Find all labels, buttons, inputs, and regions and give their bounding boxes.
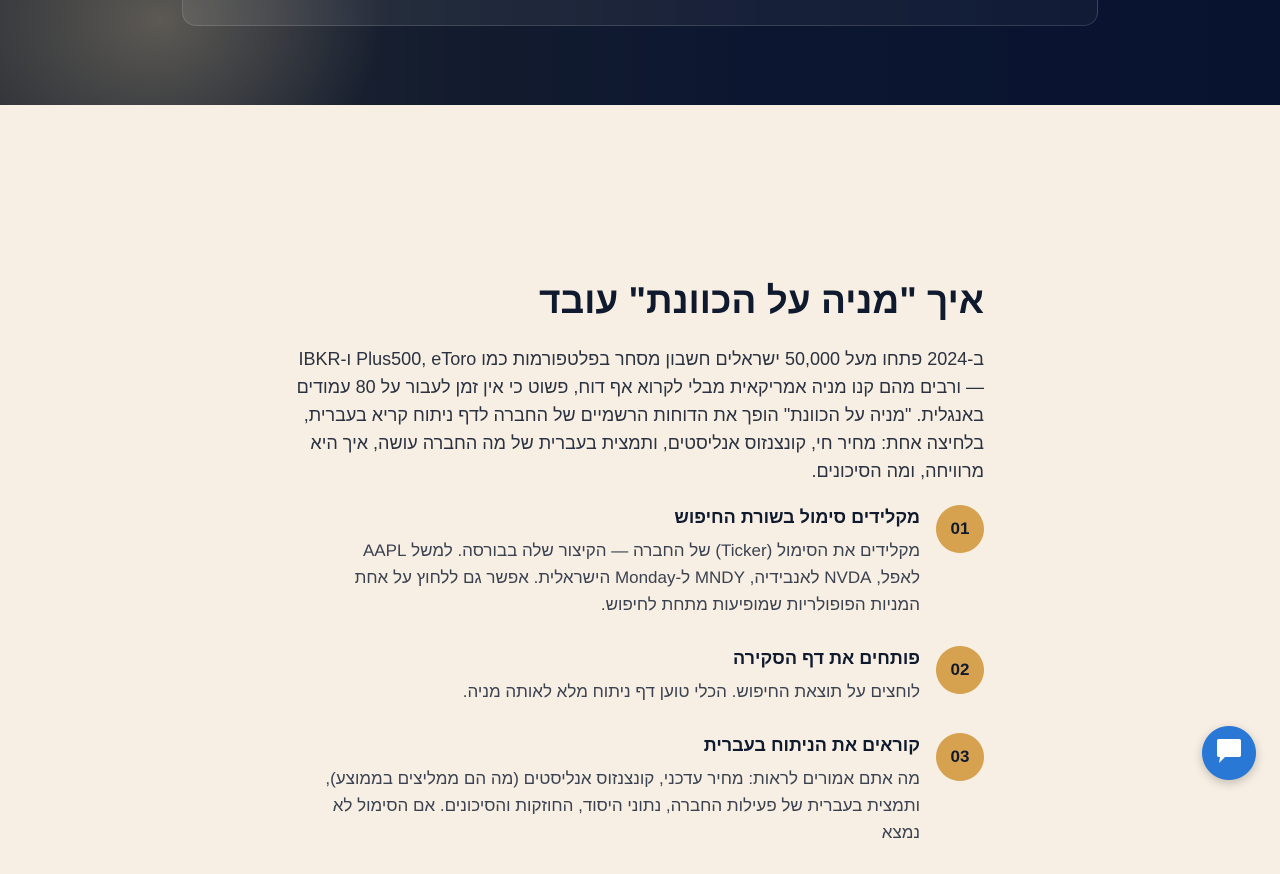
how-it-works-section: [296, 280, 984, 874]
step-item: [296, 733, 984, 846]
step-number-badge: 02: [936, 646, 984, 694]
step-body: [320, 646, 920, 705]
step-title: מקלידים סימול בשורת החיפוש: [674, 507, 920, 527]
step-title: קוראים את הניתוח בעברית: [703, 735, 920, 755]
hero-background: [0, 0, 1280, 105]
step-item: [296, 646, 984, 705]
section-intro: ב-2024 פתחו מעל 50,000 ישראלים חשבון מסחר בפלטפורמות כמו Plus500, eToro ו-IBKR — ורבים מהם קנו מניה אמריקאית מבלי לקרוא אף דוח, פשוט כי אין זמן לעבור על 80 עמודים באנגלית. "מניה על הכוונת" הופך את הדוחות הרשמיים של החברה לדף ניתוח קריא בעברית, בלחיצה אחת: מחיר חי, קונצנזוס אנליסטים, ותמצית בעברית של מה החברה עושה, איך היא מרוויחה, ומה הסיכונים.: [296, 349, 984, 481]
step-text: לוחצים על תוצאת החיפוש. הכלי טוען דף ניתוח מלא לאותה מניה.: [462, 682, 920, 701]
hero-card: [182, 0, 1098, 26]
step-text: מקלידים את הסימול (Ticker) של החברה — הקיצור שלה בבורסה. למשל AAPL לאפל, NVDA לאנבידיה, MNDY ל-Monday הישראלית. אפשר גם ללחוץ על אחת המניות הפופולריות שמופיעות מתחת לחיפוש.: [354, 541, 920, 614]
step-text: מה אתם אמורים לראות: מחיר עדכני, קונצנזוס אנליסטים (מה הם ממליצים בממוצע), ותמצית בעברית של פעילות החברה, נתוני היסוד, החוזקות והסיכונים. אם הסימול לא נמצא: [325, 769, 920, 842]
section-title: איך "מניה על הכוונת" עובד: [538, 280, 984, 321]
chat-bubble-icon: [1214, 737, 1244, 770]
step-body: [320, 733, 920, 846]
step-number-badge: 03: [936, 733, 984, 781]
step-number-badge: 01: [936, 505, 984, 553]
chat-button[interactable]: [1202, 726, 1256, 780]
step-body: [320, 505, 920, 618]
step-item: [296, 505, 984, 618]
steps-list: [296, 505, 984, 846]
step-title: פותחים את דף הסקירה: [733, 648, 920, 668]
